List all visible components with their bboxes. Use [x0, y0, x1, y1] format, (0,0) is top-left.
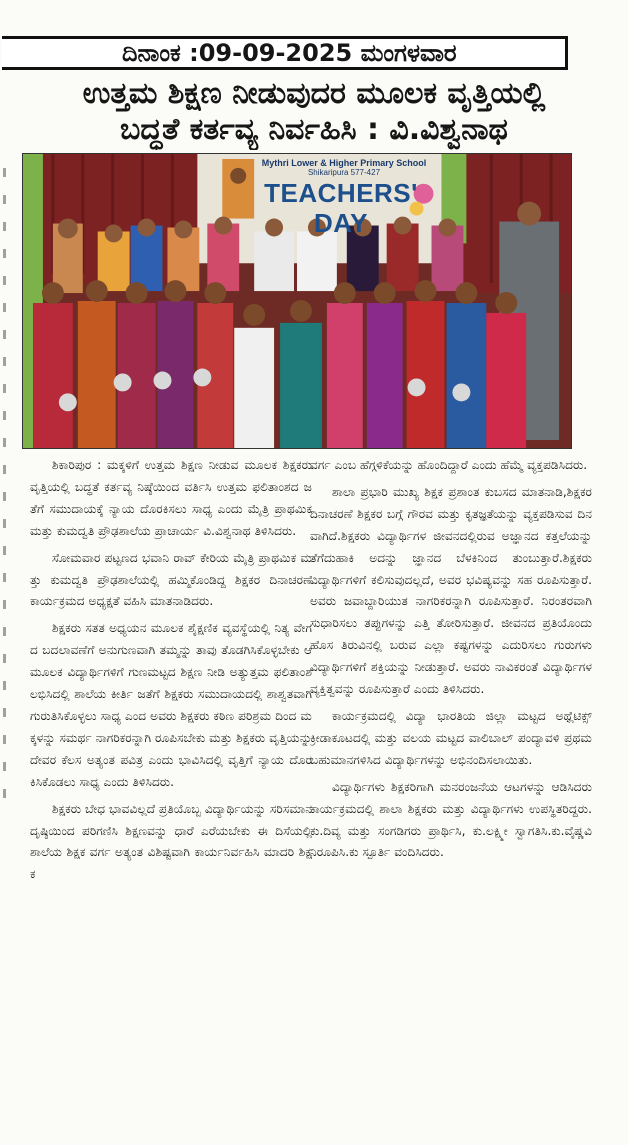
school-place: Shikaripura 577-427 [307, 168, 381, 177]
article-paragraph: ಶಿಕಾರಿಪುರ : ಮಕ್ಕಳಿಗೆ ಉತ್ತಮ ಶಿಕ್ಷಣ ನೀಡುವ ಮೂಲಕ ಶಿಕ್ಷಕರು ವೃತ್ತಿಯಲ್ಲಿ ಬದ್ಧತೆ ಕರ್ತವ್ಯ ನಿಷ್ಠೆಯಿಂದ ವರ್ತಿಸಿ ಉತ್ತಮ ಫಲಿತಾಂಶದ ಜತೆಗೆ ಸಮುದಾಯಕ್ಕೆ ನ್ಯಾಯ ದೊರಕಿಸಲು ಸಾಧ್ಯ ಎಂದು ಮೈತ್ರಿ ಪ್ರಾಥಮಿಕ ಮತ್ತು ಕುಮದ್ವತಿ ಪ್ರೌಢಶಾಲೆಯ ಪ್ರಾಚಾರ್ಯ ವಿ.ವಿಶ್ವನಾಥ ತಿಳಿಸಿದರು. [30, 458, 312, 538]
article-paragraph: ಸೋಮವಾರ ಪಟ್ಟಣದ ಭವಾನಿ ರಾವ್ ಕೇರಿಯ ಮೈತ್ರಿ ಪ್ರಾಥಮಿಕ ಮತ್ತು ಕುಮದ್ವತಿ ಪ್ರೌಢಶಾಲೆಯಲ್ಲಿ ಹಮ್ಮಿಕೊಂಡಿದ್ದ ಶಿಕ್ಷಕರ ದಿನಾಚರಣೆ ಕಾರ್ಯಕ್ರಮದ ಅಧ್ಯಕ್ಷತೆ ವಹಿಸಿ ಮಾತನಾಡಿದರು. [30, 550, 312, 609]
article-column-left [30, 455, 312, 1143]
article-paragraph: ಶಿಕ್ಷಕರು ಬೇಧ ಭಾವವಿಲ್ಲದೆ ಪ್ರತಿಯೊಬ್ಬ ವಿದ್ಯಾರ್ಥಿಯನ್ನು ಸರಿಸಮಾನ ದೃಷ್ಠಿಯಿಂದ ಪರಿಗಣಿಸಿ ಶಿಕ್ಷಣವನ್ನು ಧಾರೆ ಎರೆಯಬೇಕು ಈ ದಿಸೆಯಲ್ಲಿ ಶಾಲೆಯ ಶಿಕ್ಷಕ ವರ್ಗ ಅತ್ಯಂತ ವಿಶಿಷ್ಟವಾಗಿ ಕಾರ್ಯನಿರ್ವಹಿಸಿ ಮಾದರಿ ಶಿಕ್ಷಕ [30, 801, 312, 882]
article-paragraph: ಶಿಕ್ಷಕರು ಸತತ ಅಧ್ಯಯನ ಮೂಲಕ ಶೈಕ್ಷಣಿಕ ವ್ಯವಸ್ಥೆಯಲ್ಲಿ ನಿತ್ಯ ವೇಗದ ಬದಲಾವಣೆಗೆ ಅನುಗುಣವಾಗಿ ತಮ್ಮನ್ನು ತಾವು ತೊಡಗಿಸಿಕೊಳ್ಳಬೇಕು ಆ ಮೂಲಕ ವಿದ್ಯಾರ್ಥಿಗಳಿಗೆ ಗುಣಮಟ್ಟದ ಶಿಕ್ಷಣ ನೀಡಿ ಅತ್ಯುತ್ತಮ ಫಲಿತಾಂಶ ಲಭಿಸಿದಲ್ಲಿ ಶಾಲೆಯ ಕೀರ್ತಿ ಜತೆಗೆ ಶಿಕ್ಷಕರು ಸಮುದಾಯದಲ್ಲಿ ಶಾಶ್ವತವಾಗಿ ಗುರುತಿಸಿಕೊಳ್ಳಲು ಸಾಧ್ಯ ಎಂದ ಅವರು ಶಿಕ್ಷಕರು ಕಠಿಣ ಪರಿಶ್ರಮ ದಿಂದ ಮಕ್ಕಳನ್ನು ಸಮರ್ಥ ನಾಗರಿಕರನ್ನಾಗಿ ರೂಪಿಸಬೇಕು ಮತ್ತು ಶಿಕ್ಷಕರು ವೃತ್ತಿಯನ್ನು ದೇವರ ಕೆಲಸ ಅತ್ಯಂತ ಪವಿತ್ರ ಎಂದು ಭಾವಿಸಿದಲ್ಲಿ ವೃತ್ತಿಗೆ ನ್ಯಾಯ ದೊರಕಿಸಿಕೊಡಲು ಸಾಧ್ಯ ಎಂದು ತಿಳಿಸಿದರು. [30, 621, 312, 789]
school-banner-text [251, 158, 437, 178]
headline-line-2: ಬದ್ಧತೆ ಕರ್ತವ್ಯ ನಿರ್ವಹಿಸಿ : ವಿ.ವಿಶ್ವನಾಥ [120, 112, 508, 147]
article-paragraph: ಶಾಲಾ ಪ್ರಭಾರಿ ಮುಖ್ಯ ಶಿಕ್ಷಕ ಪ್ರಶಾಂತ ಕುಬಸದ ಮಾತನಾಡಿ,ಶಿಕ್ಷಕರ ದಿನಾಚರಣೆ ಶಿಕ್ಷಕರ ಬಗ್ಗೆ ಗೌರವ ಮತ್ತು ಕೃತಜ್ಞತೆಯನ್ನು ವ್ಯಕ್ತಪಡಿಸುವ ದಿನವಾಗಿದೆ.ಶಿಕ್ಷಕರು ವಿದ್ಯಾರ್ಥಿಗಳ ಜೀವನದಲ್ಲಿರುವ ಅಜ್ಞಾನದ ಕತ್ತಲೆಯನ್ನು ತೆಗೆದುಹಾಕಿ ಅದನ್ನು ಜ್ಞಾನದ ಬೆಳಕಿನಿಂದ ತುಂಬುತ್ತಾರೆ.ಶಿಕ್ಷಕರು ವಿದ್ಯಾರ್ಥಿಗಳಿಗೆ ಕಲಿಸುವುದಲ್ಲದೆ, ಅವರ ಭವಿಷ್ಯವನ್ನು ಸಹ ರೂಪಿಸುತ್ತಾರೆ.ಅವರು ಜವಾಬ್ದಾರಿಯುತ ನಾಗರಿಕರನ್ನಾಗಿ ರೂಪಿಸುತ್ತಾರೆ. ನಿರಂತರವಾಗಿ ಸುಧಾರಿಸಲು ತಪ್ಪುಗಳನ್ನು ಎತ್ತಿ ತೋರಿಸುತ್ತಾರೆ. ಜೀವನದ ಪ್ರತಿಯೊಂದು ಹೊಸ ತಿರುವಿನಲ್ಲಿ ಬರುವ ಎಲ್ಲಾ ಕಷ್ಟಗಳನ್ನು ಎದುರಿಸಲು ಗುರುಗಳು ವಿದ್ಯಾರ್ಥಿಗಳಿಗೆ ಶಕ್ತಿಯನ್ನು ನೀಡುತ್ತಾರೆ. ಅವರು ನಾವಿಕರಂತೆ ವಿದ್ಯಾರ್ಥಿಗಳ ವ್ಯಕ್ತಿತ್ವವನ್ನು ರೂಪಿಸುತ್ತಾರೆ ಎಂದು ತಿಳಿಸಿದರು. [310, 484, 592, 697]
article-paragraph: ವಿದ್ಯಾರ್ಥಿಗಳು ಶಿಕ್ಷಕರಿಗಾಗಿ ಮನರಂಜನೆಯ ಆಟಗಳನ್ನು ಆಡಿಸಿದರು ಕಾರ್ಯಕ್ರಮದಲ್ಲಿ ಶಾಲಾ ಶಿಕ್ಷಕರು ಮತ್ತು ವಿದ್ಯಾರ್ಥಿಗಳು ಉಪಸ್ಥಿತರಿದ್ದರು. ಕು.ದಿವ್ಯ ಮತ್ತು ಸಂಗಡಿಗರು ಪ್ರಾರ್ಥಿಸಿ, ಕು.ಲಕ್ಷ್ಮೀ ಸ್ವಾಗತಿಸಿ.ಕು.ವೈಷ್ಣವಿ ನಿರೂಪಿಸಿ.ಕು ಸ್ಪೂರ್ತಿ ವಂದಿಸಿದರು. [310, 779, 592, 860]
article-column-right [310, 455, 592, 1143]
school-name: Mythri Lower & Higher Primary School [261, 158, 427, 168]
article-paragraph: ಕಾರ್ಯಕ್ರಮದಲ್ಲಿ ವಿದ್ಯಾ ಭಾರತಿಯ ಜಿಲ್ಲಾ ಮಟ್ಟದ ಅಥ್ಲೆಟಿಕ್ಸ್ ಕ್ರೀಡಾಕೂಟದಲ್ಲಿ ಮತ್ತು ವಲಯ ಮಟ್ಟದ ವಾಲಿಬಾಲ್ ಪಂದ್ಯಾವಳಿ ಪ್ರಥಮ ಬಹುಮಾನಗಳಿಸಿದ ವಿದ್ಯಾರ್ಥಿಗಳನ್ನು ಅಭಿನಂದಿಸಲಾಯಿತು. [310, 708, 592, 767]
left-margin-cut-text [0, 150, 14, 1145]
date-bar: ದಿನಾಂಕ :09-09-2025 ಮಂಗಳವಾರ [2, 36, 568, 70]
teachers-day-banner: TEACHERS' DAY [264, 178, 418, 238]
article-paragraph: ವರ್ಗ ಎಂಬ ಹೆಗ್ಗಳಿಕೆಯನ್ನು ಹೊಂದಿದ್ದಾರೆ ಎಂದು ಹೆಮ್ಮೆ ವ್ಯಕ್ತಪಡಿಸಿದರು. [310, 458, 588, 472]
event-photo [22, 153, 572, 449]
headline-line-1: ಉತ್ತಮ ಶಿಕ್ಷಣ ನೀಡುವುದರ ಮೂಲಕ ವೃತ್ತಿಯಲ್ಲಿ [82, 76, 546, 111]
